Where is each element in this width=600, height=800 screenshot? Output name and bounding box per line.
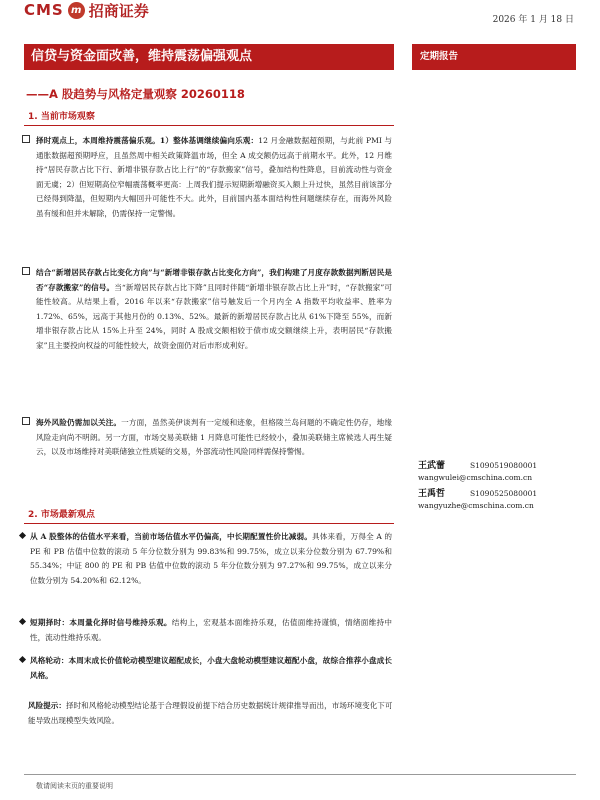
list-item [30,654,392,683]
list-item [30,530,392,588]
diamond-bullet-icon [19,656,26,663]
analyst-license: S1090519080001 [470,461,538,470]
analyst-name: 王武蕾 [418,461,446,471]
footer-note: 敬请阅读末页的重要说明 [36,782,113,790]
item-lead: 从 A 股整体的估值水平来看，当前市场估值水平仍偏高，中长期配置性价比减弱。 [30,532,312,541]
item-lead: 风格轮动：本周末成长价值轮动模型建议超配成长，小盘大盘轮动模型建议超配小盘，故综合推荐小盘成长风格。 [30,656,392,680]
report-title: 信贷与资金面改善，维持震荡偏强观点 [31,49,253,64]
section-1-heading: 1. 当前市场观察 [28,112,95,122]
square-bullet-icon [22,417,30,425]
logo-mark-icon: m [68,2,85,19]
analyst-license: S1090525080001 [470,489,538,498]
item-lead: 择时观点上，本周维持震荡偏乐观。1）整体基调继续偏向乐观： [36,136,259,145]
logo-text: CMS [24,1,64,19]
footer-divider [24,774,576,775]
square-bullet-icon [22,135,30,143]
section-2-heading-row [24,508,394,524]
section-divider [24,523,394,525]
section-1-heading-row [24,110,394,126]
report-subtitle: ——A 股趋势与风格定量观察 20260118 [26,87,245,101]
item-lead: 结合“新增居民存款占比变化方向”与“新增非银存款占比变化方向”，我们构建了月度存款数据判断居民是否“存款搬家”的信号。 [36,268,392,292]
analyst-block [418,488,537,511]
risk-warning [28,698,394,728]
item-body: 当“新增居民存款占比下降”且同时伴随“新增非银存款占比上升”时，“存款搬家”可能性较高。从结果上看，2016 年以来“存款搬家”信号触发后一个月内全 A 指数平均收益率、胜率为 1.72%、65%，远高于其他月份的 0.13%、52%。最新的新增居民存款占比从 61%下降至 55%，而新增非银存款占比从 15%上升至 24%，同时 A 股成交额相较于债市成交额继续上升，表明居民“存款搬家”且主要投向权益的可能性较大，故资金面仍对后市形成利好。 [36,282,392,350]
logo-cn: 招商证券 [88,1,149,20]
item-lead: 短期择时：本周量化择时信号维持乐观。 [30,618,172,627]
item-body: 一方面，虽然美伊谈判有一定缓和迹象，但格陵兰岛问题的不确定性仍存，地缘风险走向尚不明朗。另一方面，市场交易美联储 1 月降息可能性已经较小，叠加美联储主席候选人再生疑云，以及市场维持对美联储独立性质疑的交易，外部流动性风险同样需保持警惕。 [36,418,393,457]
section-divider [24,125,394,127]
item-body: 结构上，宏观基本面维持乐观，估值面维持谨慎，情绪面维持中性，流动性维持乐观。 [30,618,392,642]
list-item [36,266,392,354]
title-bar [24,44,394,70]
risk-body: 择时和风格轮动模型结论基于合理假设前提下结合历史数据统计规律推导而出，市场环境变化下可能导致出现模型失效风险。 [28,701,393,725]
list-item [30,616,392,645]
diamond-bullet-icon [19,532,26,539]
analyst-email[interactable]: wangyuzhe@cmschina.com.cn [418,501,534,510]
item-body: 12 月金融数据超预期，与此前 PMI 与通胀数据超预期呼应，且虽然周中相关政策降温市场，但全 A 成交额仍远高于前期水平。此外，12 月维持“居民存款占比下行、新增非银存款占比上行”的“存款搬家”信号，叠加结构性降息，目前流动性与资金面无虞；2）但短期高位窄幅震荡概率更高：上周我们提示短期新增融资买入额上升过快，虽然目前该部分已经得到降温，但短期内大幅回升可能性不大。此外，目前国内基本面结构性问题继续存在，而海外风险虽有缓和但并未解除，仍需保持一定警惕。 [36,136,392,218]
risk-lead: 风险提示： [28,701,66,710]
section-2-heading: 2. 市场最新观点 [28,510,95,520]
company-logo [24,0,149,20]
square-bullet-icon [22,267,30,275]
item-lead: 海外风险仍需加以关注。 [36,418,122,427]
diamond-bullet-icon [19,618,26,625]
list-item [36,416,392,460]
list-item [36,134,392,222]
report-category: 定期报告 [420,51,459,62]
analyst-email[interactable]: wangwulei@cmschina.com.cn [418,473,533,482]
category-bar [412,44,576,70]
analyst-name: 王禹哲 [418,489,446,499]
item-body: 具体来看，万得全 A 的 PE 和 PB 估值中位数的滚动 5 年分位数分别为 99.83%和 99.75%，成立以来分位数分别为 67.79%和 55.34%；中证 800 的 PE 和 PB 估值中位数的滚动 5 年分位数分别为 97.27%和 99.75%，成立以来分位数分别为 54.20%和 62.12%。 [30,532,392,585]
analyst-block [418,460,537,483]
report-date: 2026 年 1 月 18 日 [492,15,574,25]
